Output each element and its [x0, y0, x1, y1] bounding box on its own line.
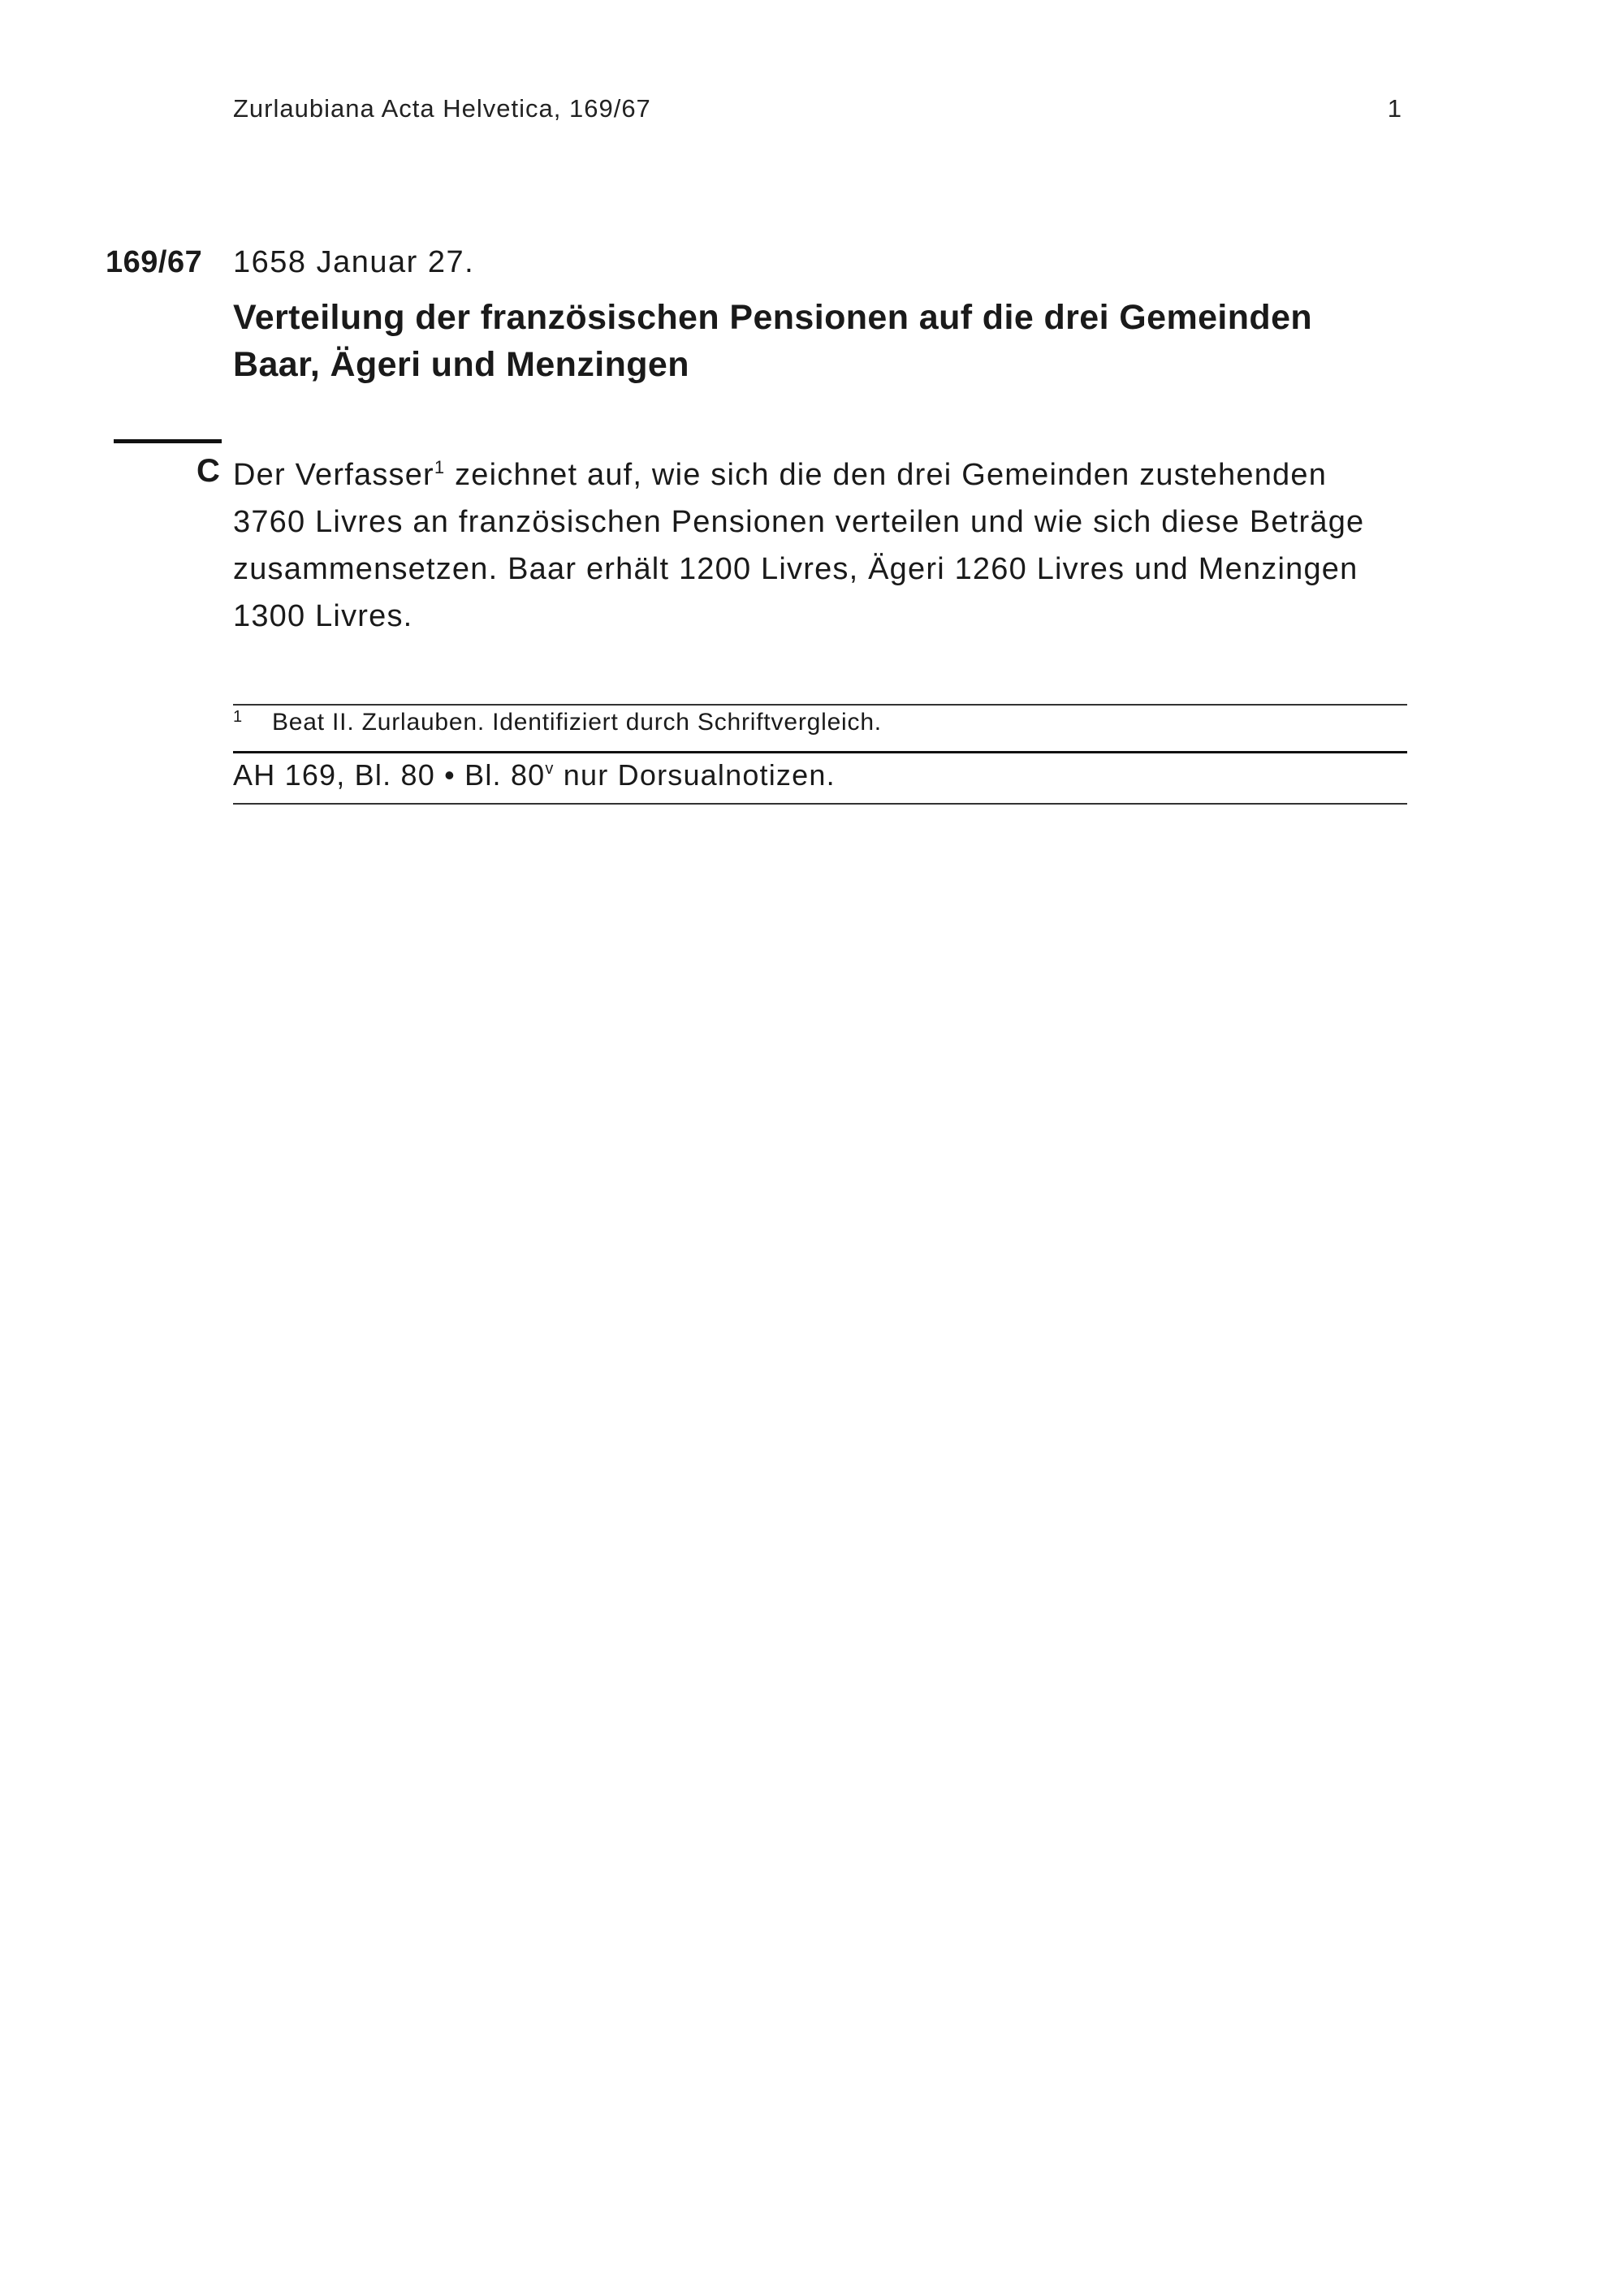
marginal-rule: [114, 439, 222, 443]
page-number: 1: [1387, 94, 1402, 123]
footnote-1: [233, 708, 1402, 736]
document-number: 169/67: [106, 245, 203, 279]
title-line-1: Verteilung der französischen Pensionen auf die drei Gemeinden: [233, 298, 1313, 337]
footnote-reference[interactable]: 1: [434, 457, 446, 477]
regest-paragraph: [233, 451, 1402, 640]
footnote-divider-bottom: [233, 803, 1407, 805]
footnote-divider-middle: [233, 751, 1407, 753]
footnote-divider-top: [233, 704, 1407, 706]
source-text-rest: nur Dorsualnotizen.: [554, 758, 836, 792]
source-text-start: AH 169, Bl. 80 • Bl. 80: [233, 758, 546, 792]
footnote-text: Beat II. Zurlauben. Identifiziert durch Schriftvergleich.: [272, 709, 882, 736]
footnote-mark: 1: [233, 708, 243, 726]
document-title: [233, 294, 1410, 388]
title-line-2: Baar, Ägeri und Menzingen: [233, 345, 689, 384]
regest-text-rest: zeichnet auf, wie sich die den drei Gemeinden zustehenden 3760 Livres an französischen Pensionen verteilen und wie sich diese Beträge zusammensetzen. Baar erhält 1200 Livres, Ägeri 1260 Livres und Menzingen 1300 Livres.: [233, 458, 1365, 633]
regest-text-start: Der Verfasser: [233, 458, 434, 492]
document-date: 1658 Januar 27.: [233, 245, 475, 279]
verso-mark: v: [545, 760, 555, 778]
regest-marker: C: [197, 453, 220, 489]
running-title: Zurlaubiana Acta Helvetica, 169/67: [233, 94, 651, 123]
running-header: [233, 94, 1402, 123]
source-note: [233, 758, 1402, 792]
